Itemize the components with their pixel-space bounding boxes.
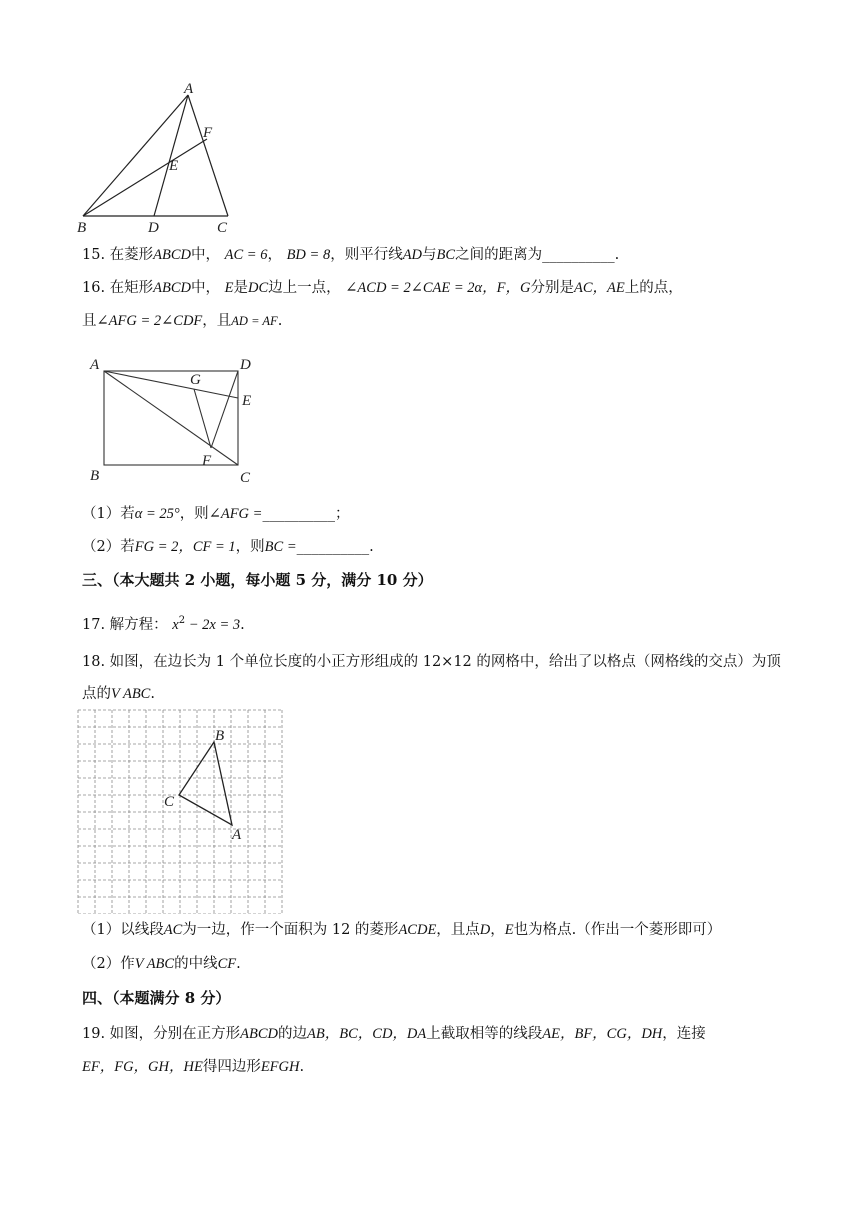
- question-16-line1: 16. 在矩形ABCD中， E是DC边上一点， ∠ACD = 2∠CAE = 2α，F，G分别是AC，AE上的点，: [82, 280, 683, 296]
- label-f: F: [202, 453, 212, 469]
- label-e: E: [169, 158, 179, 174]
- answer-blank: __________: [262, 506, 335, 522]
- label-e: E: [242, 393, 252, 409]
- label-b: B: [215, 728, 225, 744]
- question-16-line2: 且∠AFG = 2∠CDF，且AD = AF.: [82, 313, 283, 329]
- label-d: D: [240, 357, 251, 373]
- question-19-line1: 19. 如图，分别在正方形ABCD的边AB，BC，CD，DA上截取相等的线段AE，BF，CG，DH，连接: [82, 1026, 706, 1042]
- grid-figure-q18: [74, 706, 286, 914]
- label-c: C: [217, 220, 228, 235]
- label-b: B: [77, 220, 87, 235]
- question-16-part1: （1）若α = 25°，则∠AFG =__________；: [82, 506, 350, 522]
- question-18-part1: （1）以线段AC为一边，作一个面积为 12 的菱形ACDE，且点D，E也为格点.（作出一个菱形即可）: [82, 922, 722, 938]
- question-16-part2: （2）若FG = 2，CF = 1，则BC =__________.: [82, 539, 374, 555]
- label-d: D: [148, 220, 159, 235]
- triangle-figure-q14: [70, 80, 250, 235]
- label-c: C: [164, 794, 175, 810]
- question-19-line2: EF，FG，GH，HE得四边形EFGH.: [82, 1059, 305, 1075]
- label-f: F: [203, 125, 213, 141]
- question-15: 15. 在菱形ABCD中， AC = 6， BD = 8，则平行线AD与BC之间的距离为__________.: [82, 247, 620, 263]
- label-a: A: [232, 827, 242, 843]
- answer-blank: __________: [542, 247, 615, 263]
- label-b: B: [90, 468, 100, 484]
- question-18-line1: 18. 如图，在边长为 1 个单位长度的小正方形组成的 12×12 的网格中，给出了以格点（网格线的交点）为顶: [82, 654, 781, 670]
- question-18-part2: （2）作V ABC的中线CF.: [82, 956, 241, 972]
- question-17: 17. 解方程： $x^2 - 2x = 3$.: [82, 615, 245, 633]
- section-4-heading: 四、（本题满分 8 分）: [82, 989, 231, 1007]
- label-a: A: [184, 81, 194, 97]
- section-3-heading: 三、（本大题共 2 小题，每小题 5 分，满分 10 分）: [82, 571, 433, 589]
- answer-blank: __________: [296, 539, 370, 555]
- label-a: A: [90, 357, 100, 373]
- label-c: C: [240, 470, 251, 486]
- question-18-line2: 点的V ABC.: [82, 686, 155, 702]
- rectangle-figure-q16: [84, 352, 264, 486]
- label-g: G: [190, 372, 201, 388]
